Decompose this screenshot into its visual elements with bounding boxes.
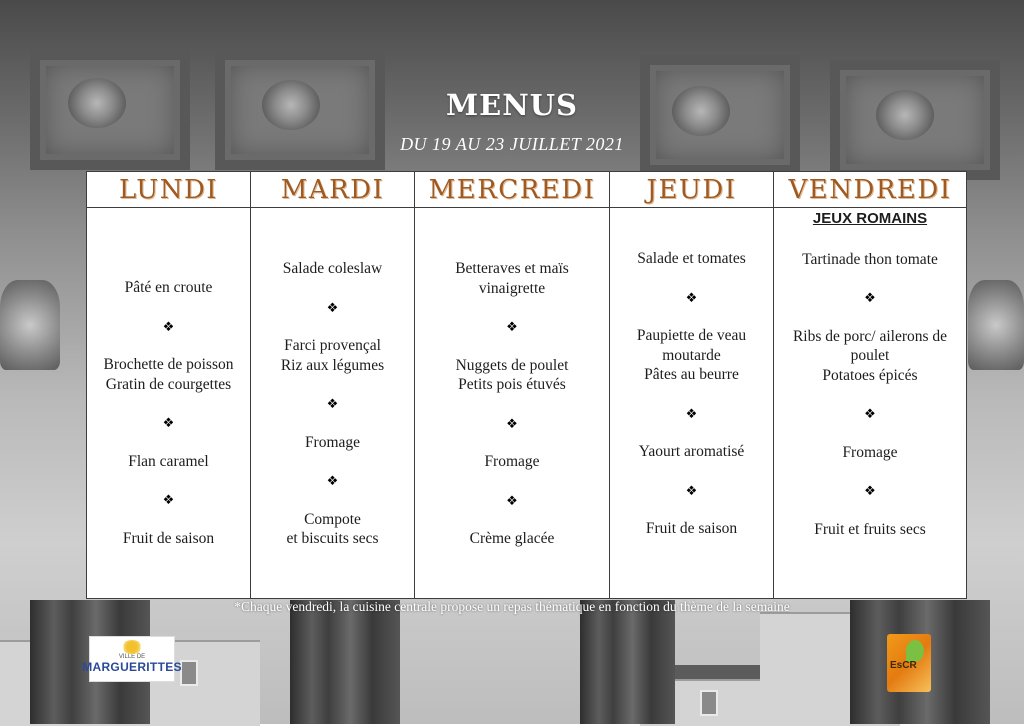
day-menu	[774, 208, 966, 598]
separator-icon: ❖	[864, 290, 876, 305]
menu-item: Compote et biscuits secs	[286, 510, 379, 547]
column	[290, 600, 400, 724]
menu-item: Salade et tomates	[637, 250, 746, 267]
menu-item: Fromage	[842, 443, 898, 461]
column-capital	[0, 280, 60, 370]
separator-icon: ❖	[506, 492, 518, 508]
menu-item: Pâté en croute	[124, 279, 213, 296]
escr-logo	[887, 634, 931, 692]
leaf-icon	[906, 640, 924, 662]
marguerittes-logo-text: MARGUERITTES	[82, 660, 182, 674]
weekly-menu-table	[86, 171, 967, 599]
day-column	[609, 172, 773, 598]
menu-item: Flan caramel	[128, 452, 209, 470]
menu-item: Fromage	[484, 453, 540, 470]
day-header: LUNDI	[87, 172, 250, 208]
building-window	[180, 660, 198, 686]
menu-item: Crème glacée	[469, 530, 555, 547]
day-header: MARDI	[251, 172, 414, 208]
menu-item: Paupiette de veau moutarde Pâtes au beurre	[636, 327, 747, 383]
day-header: JEUDI	[610, 172, 773, 208]
day-menu	[87, 208, 250, 598]
menu-item: Farci provençal Riz aux légumes	[280, 337, 385, 374]
escr-logo-text: EsCR	[890, 660, 917, 671]
marguerittes-logo-prefix: VILLE DE	[118, 654, 146, 660]
separator-icon: ❖	[685, 405, 698, 421]
separator-icon: ❖	[326, 473, 339, 488]
date-range-subtitle: DU 19 AU 23 JUILLET 2021	[400, 134, 624, 154]
menu-item: Fruit et fruits secs	[814, 520, 926, 538]
separator-icon: ❖	[864, 483, 876, 498]
menu-item: Yaourt aromatisé	[638, 443, 745, 460]
column-capital	[968, 280, 1024, 370]
building-window	[700, 690, 718, 716]
menu-item: Salade coleslaw	[282, 260, 383, 277]
page-title: MENUS	[446, 88, 578, 122]
menu-item: Ribs de porc/ ailerons de poulet Potatoes épicés	[792, 327, 948, 384]
separator-icon: ❖	[864, 406, 876, 421]
column	[580, 600, 675, 724]
menu-item: Fruit de saison	[122, 529, 215, 547]
footnote: *Chaque vendredi, la cuisine centrale propose un repas thématique en fonction du thème de la semaine	[234, 599, 790, 614]
menu-item: Fromage	[304, 433, 361, 451]
menu-item: Brochette de poisson Gratin de courgettes	[103, 356, 234, 393]
separator-icon: ❖	[506, 415, 518, 431]
separator-icon: ❖	[162, 415, 175, 430]
marguerittes-logo	[82, 636, 182, 682]
separator-icon: ❖	[506, 319, 518, 334]
sun-icon	[122, 640, 142, 654]
menu-item: Fruit de saison	[645, 520, 738, 537]
theme-label: JEUX ROMAINS	[812, 210, 928, 227]
day-header: VENDREDI	[774, 172, 966, 208]
day-header: MERCREDI	[415, 172, 609, 208]
separator-icon: ❖	[685, 482, 698, 498]
day-menu	[610, 208, 773, 598]
day-column	[87, 172, 250, 598]
day-column	[250, 172, 414, 598]
separator-icon: ❖	[162, 318, 175, 334]
menu-item: Nuggets de poulet Petits pois étuvés	[455, 356, 569, 393]
day-menu	[415, 208, 609, 598]
separator-icon: ❖	[685, 289, 698, 305]
day-column	[773, 172, 966, 598]
separator-icon: ❖	[162, 492, 175, 507]
day-column	[414, 172, 609, 598]
day-menu	[251, 208, 414, 598]
separator-icon: ❖	[326, 299, 339, 315]
separator-icon: ❖	[326, 396, 339, 411]
menu-item: Betteraves et maïs vinaigrette	[455, 260, 569, 297]
background-building	[760, 612, 860, 684]
menu-item: Tartinade thon tomate	[802, 250, 938, 268]
